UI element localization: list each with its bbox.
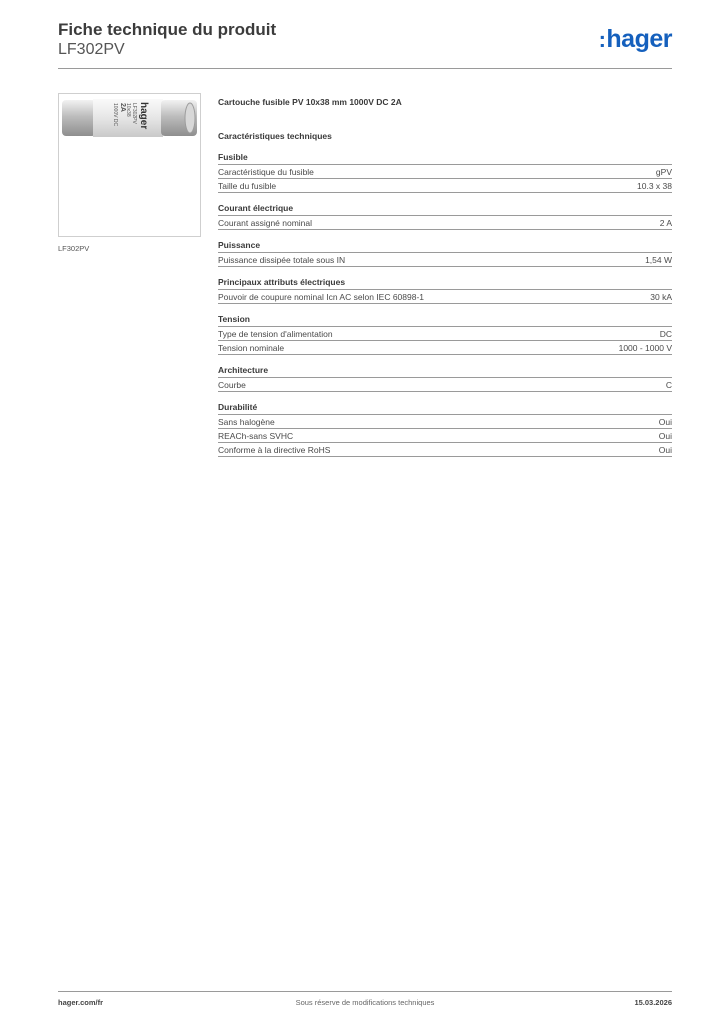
section-title: Principaux attributs électriques	[218, 276, 672, 290]
footer-date: 15.03.2026	[634, 998, 672, 1007]
spec-value: DC	[659, 329, 672, 339]
spec-label: Courbe	[218, 380, 246, 390]
spec-value: Oui	[658, 431, 672, 441]
section-title: Tension	[218, 313, 672, 327]
spec-label: Courant assigné nominal	[218, 218, 313, 228]
spec-label: Puissance dissipée totale sous IN	[218, 255, 346, 265]
spec-row	[218, 341, 672, 355]
spec-value: 30 kA	[650, 292, 672, 302]
logo-text: hager	[606, 25, 672, 53]
spec-label: Caractéristique du fusible	[218, 167, 314, 177]
spec-label: Conforme à la directive RoHS	[218, 445, 331, 455]
product-reference: LF302PV	[58, 41, 125, 58]
spec-row	[218, 327, 672, 341]
fuse-left-cap	[62, 100, 96, 136]
product-description: Cartouche fusible PV 10x38 mm 1000V DC 2A	[218, 97, 402, 107]
spec-value: Oui	[658, 417, 672, 427]
section-title: Courant électrique	[218, 202, 672, 216]
spec-label: Taille du fusible	[218, 181, 277, 191]
section-tension	[218, 313, 672, 355]
spec-row	[218, 378, 672, 392]
fuse-size-text: 10x38	[125, 103, 131, 117]
spec-label: Pouvoir de coupure nominal Icn AC selon IEC 60898-1	[218, 292, 425, 302]
spec-row	[218, 216, 672, 230]
spec-row	[218, 415, 672, 429]
section-attributs-electriques	[218, 276, 672, 304]
section-architecture	[218, 364, 672, 392]
spec-value: Oui	[658, 445, 672, 455]
fuse-voltage-text: 1000V DC	[112, 103, 118, 127]
spec-row	[218, 429, 672, 443]
header-divider	[58, 68, 672, 69]
page-header	[58, 20, 276, 59]
fuse-reference-text: LF302PV	[131, 103, 137, 124]
fuse-cartridge-illustration	[59, 94, 201, 237]
spec-row	[218, 290, 672, 304]
spec-label: Tension nominale	[218, 343, 285, 353]
section-fusible	[218, 151, 672, 193]
fuse-brand-text: hager	[138, 102, 149, 130]
spec-content	[218, 96, 672, 457]
spec-value: 1,54 W	[645, 255, 672, 265]
section-title: Fusible	[218, 151, 672, 165]
section-title: Durabilité	[218, 401, 672, 415]
section-title: Architecture	[218, 364, 672, 378]
spec-value: 10.3 x 38	[637, 181, 672, 191]
footer-divider	[58, 991, 672, 992]
section-durabilite	[218, 401, 672, 457]
footer-website-link[interactable]: hager.com/fr	[58, 998, 104, 1007]
logo-dots-icon: :	[598, 27, 606, 52]
section-title: Puissance	[218, 239, 672, 253]
hager-logo	[599, 25, 672, 54]
spec-label: REACh-sans SVHC	[218, 431, 294, 441]
spec-label: Sans halogène	[218, 417, 275, 427]
tech-specs-heading: Caractéristiques techniques	[218, 131, 332, 141]
page-title: Fiche technique du produit	[58, 20, 277, 39]
spec-row	[218, 443, 672, 457]
product-image-caption: LF302PV	[58, 244, 90, 253]
spec-value: 2 A	[659, 218, 672, 228]
spec-value: C	[665, 380, 672, 390]
spec-value: 1000 - 1000 V	[618, 343, 672, 353]
product-image	[58, 93, 201, 237]
spec-row	[218, 253, 672, 267]
spec-label: Type de tension d'alimentation	[218, 329, 333, 339]
footer-disclaimer: Sous réserve de modifications techniques	[295, 998, 435, 1007]
spec-value: gPV	[655, 167, 672, 177]
section-puissance	[218, 239, 672, 267]
section-courant-electrique	[218, 202, 672, 230]
spec-row	[218, 179, 672, 193]
spec-row	[218, 165, 672, 179]
fuse-rating-text: 2A	[119, 103, 126, 112]
